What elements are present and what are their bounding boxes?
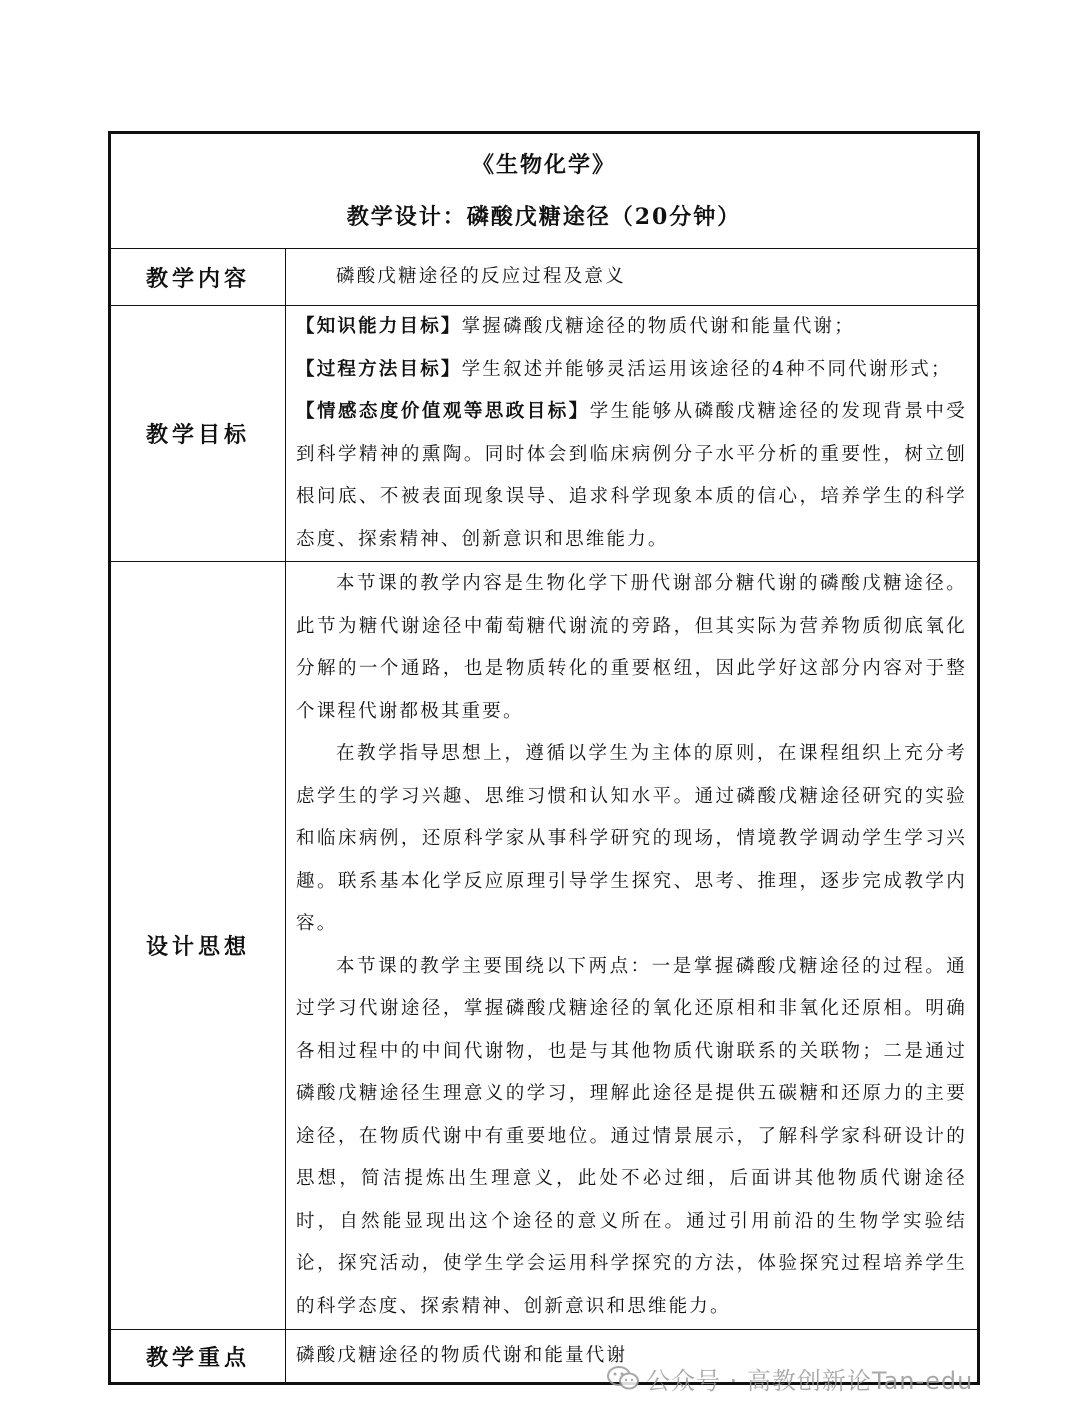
title-row [110,133,979,249]
content-text: 磷酸戊糖途径的反应过程及意义 [336,265,626,287]
lesson-plan-table [108,131,980,1385]
book-title: 《生物化学》 [471,152,616,178]
design-title: 教学设计：磷酸戊糖途径（20分钟） [346,204,742,230]
watermark-text: 公众号 · 高教创新论Tan-edu [646,1366,974,1395]
design-cell [286,562,979,1330]
content-row [110,249,979,306]
goal-item-process [296,349,967,392]
goals-label: 教学目标 [110,306,286,562]
design-row [110,562,979,1330]
goal-tag: 【知识能力目标】 [296,316,462,337]
goal-item-knowledge [296,306,967,349]
goals-cell [286,306,979,562]
key-points-label: 教学重点 [110,1330,286,1384]
goal-text: 学生叙述并能够灵活运用该途径的4种不同代谢形式； [461,358,952,380]
goal-text: 掌握磷酸戊糖途径的物质代谢和能量代谢； [461,316,855,337]
goal-tag: 【情感态度价值观等思政目标】 [296,401,590,422]
design-label: 设计思想 [110,562,286,1330]
goal-item-values [296,391,967,561]
goal-tag: 【过程方法目标】 [296,358,462,380]
goals-row [110,306,979,562]
wechat-icon [606,1365,640,1391]
title-cell [110,133,979,249]
design-paragraph: 本节课的教学内容是生物化学下册代谢部分糖代谢的磷酸戊糖途径。此节为糖代谢途径中葡萄糖代谢流的旁路，但其实际为营养物质彻底氧化分解的一个通路，也是物质转化的重要枢纽，因此学好这部分内容对于整个课程代谢都极其重要。 [296,573,967,722]
watermark [606,1358,973,1398]
content-cell [286,249,979,306]
design-paragraph: 本节课的教学主要围绕以下两点：一是掌握磷酸戊糖途径的过程。通过学习代谢途径，掌握磷酸戊糖途径的氧化还原相和非氧化还原相。明确各相过程中的中间代谢物，也是与其他物质代谢联系的关联物；二是通过磷酸戊糖途径生理意义的学习，理解此途径是提供五碳糖和还原力的主要途径，在物质代谢中有重要地位。通过情景展示，了解科学家科研设计的思想，简洁提炼出生理意义，此处不必过细，后面讲其他物质代谢途径时，自然能显现出这个途径的意义所在。通过引用前沿的生物学实验结论，探究活动，使学生学会运用科学探究的方法，体验探究过程培养学生的科学态度、探索精神、创新意识和思维能力。 [296,955,967,1317]
design-paragraph: 在教学指导思想上，遵循以学生为主体的原则，在课程组织上充分考虑学生的学习兴趣、思维习惯和认知水平。通过磷酸戊糖途径研究的实验和临床病例，还原科学家从事科学研究的现场，情境教学调动学生学习兴趣。联系基本化学反应原理引导学生探究、思考、推理，逐步完成教学内容。 [296,743,967,934]
content-label: 教学内容 [110,249,286,306]
key-points-text: 磷酸戊糖途径的物质代谢和能量代谢 [296,1344,628,1366]
goal-text: 学生能够从磷酸戊糖途径的发现背景中受到科学精神的熏陶。同时体会到临床病例分子水平分析的重要性，树立刨根问底、不被表面现象误导、追求科学现象本质的信心，培养学生的科学态度、探索精神、创新意识和思维能力。 [296,401,967,550]
